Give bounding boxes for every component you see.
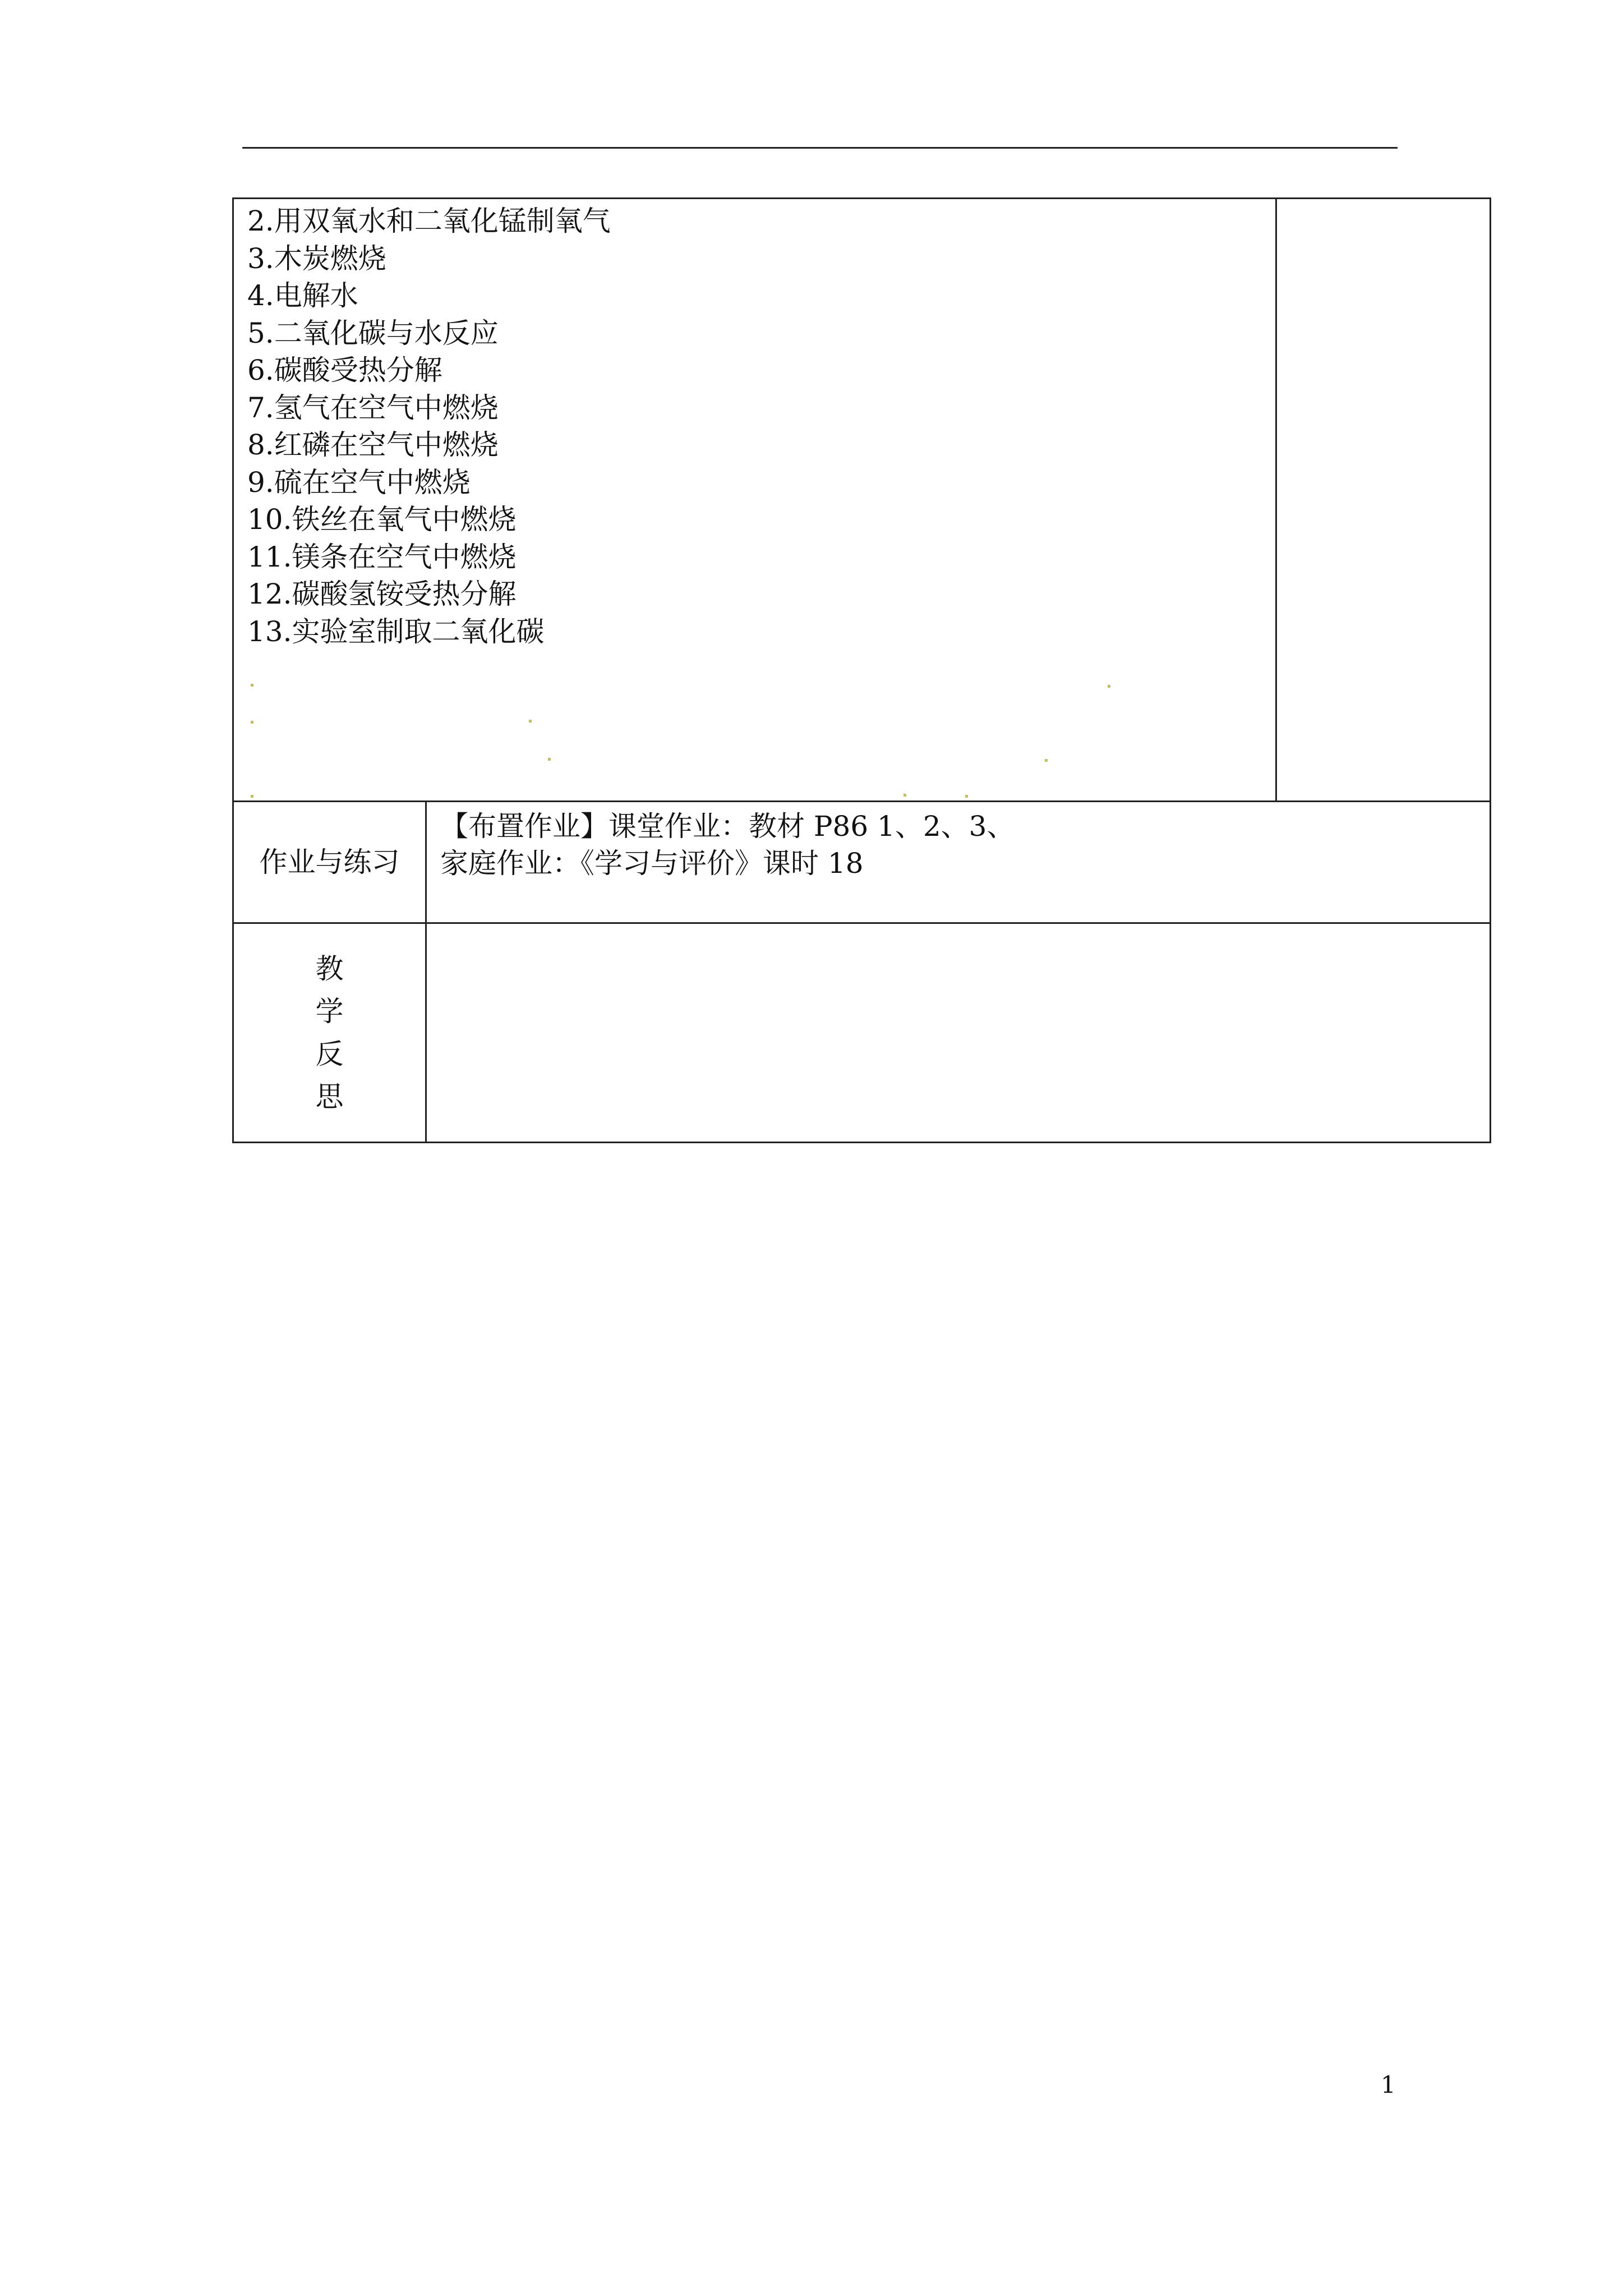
reaction-list (247, 203, 611, 650)
speck-mark (251, 721, 253, 724)
reflection-char: 学 (315, 995, 344, 1028)
list-item: 2.用双氧水和二氧化锰制氧气 (247, 205, 611, 237)
list-item: 5.二氧化碳与水反应 (247, 316, 499, 349)
speck-mark (251, 795, 253, 798)
reflection-char: 反 (315, 1038, 344, 1070)
reflection-char: 思 (315, 1080, 344, 1113)
speck-mark (251, 684, 253, 687)
list-item: 13.实验室制取二氧化碳 (247, 615, 545, 648)
homework-label-cell (233, 802, 426, 923)
reflection-char: 教 (315, 953, 344, 985)
page-number: 1 (1381, 2071, 1396, 2099)
homework-row (233, 802, 1491, 923)
reflection-label-cell (233, 923, 426, 1143)
header-rule (242, 147, 1398, 149)
list-item: 12.碳酸氢铵受热分解 (247, 578, 517, 610)
homework-content-cell (426, 802, 1491, 923)
homework-line-class: 【布置作业】课堂作业：教材 P86 1、2、3、 (440, 810, 1015, 843)
reflection-content-cell (426, 923, 1491, 1143)
list-item: 8.红磷在空气中燃烧 (247, 429, 499, 461)
reactions-cell (233, 199, 1276, 802)
list-item: 3.木炭燃烧 (247, 242, 386, 275)
empty-side-cell (1276, 199, 1491, 802)
reflection-row (233, 923, 1491, 1143)
lesson-plan-table (232, 197, 1491, 1143)
list-item: 6.碳酸受热分解 (247, 354, 442, 386)
list-item: 4.电解水 (247, 279, 358, 312)
homework-label: 作业与练习 (259, 846, 400, 878)
speck-mark (965, 795, 968, 798)
speck-mark (548, 758, 551, 761)
reflection-label (234, 947, 425, 1118)
list-item: 9.硫在空气中燃烧 (247, 466, 471, 499)
speck-mark (903, 794, 906, 797)
speck-mark (1045, 759, 1048, 762)
list-item: 11.镁条在空气中燃烧 (247, 540, 517, 573)
reactions-row (233, 199, 1491, 802)
list-item: 10.铁丝在氧气中燃烧 (247, 503, 517, 536)
speck-mark (1108, 685, 1110, 688)
homework-line-home: 家庭作业：《学习与评价》课时 18 (440, 847, 864, 880)
speck-mark (529, 720, 532, 723)
list-item: 7.氢气在空气中燃烧 (247, 391, 499, 424)
